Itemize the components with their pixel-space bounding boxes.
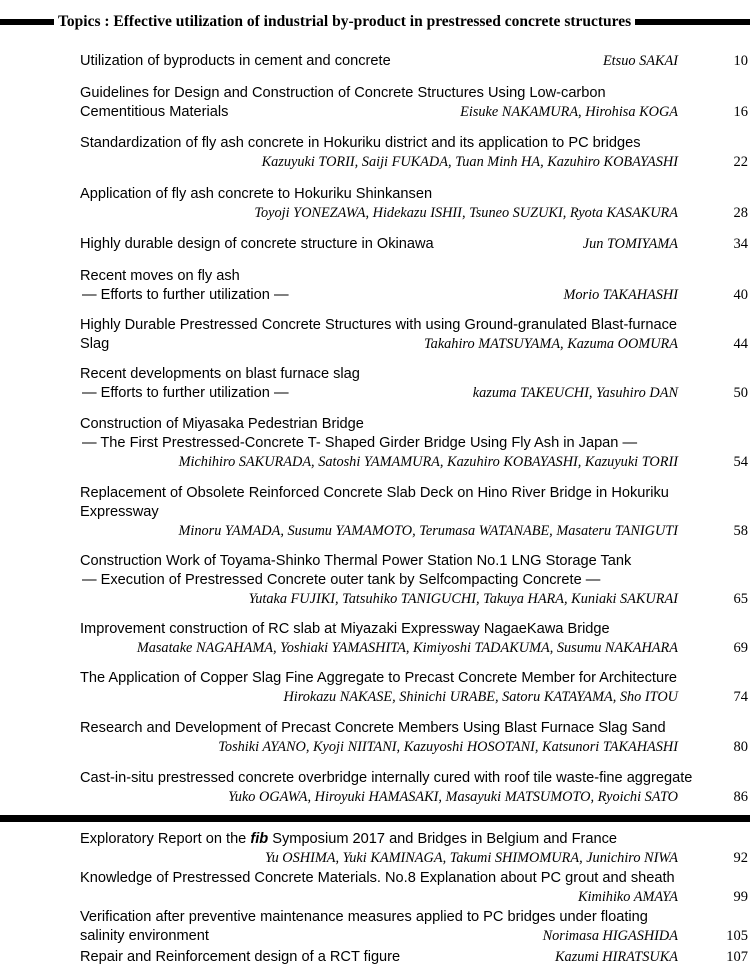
entry-title-line2: Expressway: [80, 504, 159, 520]
entry-authors: Yu OSHIMA, Yuki KAMINAGA, Takumi SHIMOMURA, Junichiro NIWA: [264, 850, 678, 866]
toc-entry[interactable]: [80, 134, 700, 174]
section-divider: [0, 815, 750, 822]
entry-page: 40: [733, 287, 748, 303]
entry-title-line2: Cementitious Materials: [80, 104, 229, 120]
entry-authors: Masatake NAGAHAMA, Yoshiaki YAMASHITA, Kimiyoshi TADAKUMA, Susumu NAKAHARA: [136, 640, 678, 656]
entry-page: 69: [733, 640, 748, 656]
entry-authors: Morio TAKAHASHI: [563, 287, 678, 303]
entry-title: Standardization of fly ash concrete in Hokuriku district and its application to PC bridges: [80, 135, 641, 151]
entry-title: Recent moves on fly ash: [80, 268, 240, 284]
entry-page: 92: [733, 850, 748, 866]
toc-entry[interactable]: [80, 84, 700, 124]
entry-title: Improvement construction of RC slab at Miyazaki Expressway NagaeKawa Bridge: [80, 621, 610, 637]
entry-title: Highly Durable Prestressed Concrete Structures with using Ground-granulated Blast-furnace: [80, 317, 678, 333]
entry-page: 107: [726, 949, 748, 965]
toc-entry[interactable]: [80, 908, 700, 946]
entry-title: Repair and Reinforcement design of a RCT figure: [80, 949, 401, 965]
entry-title: Verification after preventive maintenance measures applied to PC bridges under floating: [80, 909, 648, 925]
entry-page: 74: [733, 689, 748, 705]
entry-page: 44: [733, 336, 748, 352]
entry-title: Highly durable design of concrete structure in Okinawa: [80, 236, 434, 252]
entry-authors: Minoru YAMADA, Susumu YAMAMOTO, Terumasa WATANABE, Masateru TANIGUTI: [178, 523, 678, 539]
entry-page: 54: [733, 454, 748, 470]
entry-page: 58: [733, 523, 748, 539]
entry-authors: Yutaka FUJIKI, Tatsuhiko TANIGUCHI, Takuya HARA, Kuniaki SAKURAI: [248, 591, 678, 607]
entry-authors: Etsuo SAKAI: [602, 53, 678, 69]
toc-entry[interactable]: [80, 185, 700, 225]
toc-entry[interactable]: [80, 620, 700, 660]
entry-title: Utilization of byproducts in cement and concrete: [80, 53, 391, 69]
entry-title: Replacement of Obsolete Reinforced Concrete Slab Deck on Hino River Bridge in Hokuriku: [80, 485, 669, 501]
entry-authors: Toyoji YONEZAWA, Hidekazu ISHII, Tsuneo SUZUKI, Ryota KASAKURA: [254, 205, 678, 221]
entry-authors: Toshiki AYANO, Kyoji NIITANI, Kazuyoshi HOSOTANI, Katsunori TAKAHASHI: [218, 739, 678, 755]
entry-title-part: Symposium 2017 and Bridges in Belgium and France: [268, 831, 618, 847]
toc-entry[interactable]: [80, 869, 700, 909]
entry-subtitle: — Execution of Prestressed Concrete outer tank by Selfcompacting Concrete —: [82, 572, 601, 588]
toc-entry[interactable]: [80, 948, 700, 967]
entry-title-part: Exploratory Report on the: [80, 831, 251, 847]
entry-title-line2: salinity environment: [80, 928, 209, 944]
entry-title: Cast-in-situ prestressed concrete overbridge internally cured with roof tile waste-fine aggregate: [80, 770, 693, 786]
toc-entry[interactable]: [80, 552, 700, 612]
toc-entry[interactable]: [80, 267, 700, 307]
entry-title: The Application of Copper Slag Fine Aggregate to Precast Concrete Member for Architecture: [80, 670, 678, 686]
toc-entry[interactable]: [80, 316, 700, 356]
entry-title: Application of fly ash concrete to Hokuriku Shinkansen: [80, 186, 433, 202]
entry-title: Research and Development of Precast Concrete Members Using Blast Furnace Slag Sand: [80, 720, 666, 736]
entry-title: Construction Work of Toyama-Shinko Thermal Power Station No.1 LNG Storage Tank: [80, 553, 632, 569]
entry-title-line2: Slag: [80, 336, 110, 352]
entry-authors: Hirokazu NAKASE, Shinichi URABE, Satoru KATAYAMA, Sho ITOU: [283, 689, 678, 705]
entry-title: Recent developments on blast furnace slag: [80, 366, 360, 382]
entry-title: Knowledge of Prestressed Concrete Materials. No.8 Explanation about PC grout and sheath: [80, 870, 675, 886]
entry-authors: Kazumi HIRATSUKA: [555, 949, 678, 965]
entry-page: 65: [733, 591, 748, 607]
entry-page: 22: [733, 154, 748, 170]
entry-authors: kazuma TAKEUCHI, Yasuhiro DAN: [472, 385, 678, 401]
topic-heading: Topics : Effective utilization of industrial by-product in prestressed concrete structures: [54, 12, 635, 32]
entry-page: 34: [733, 236, 748, 252]
entry-page: 86: [733, 789, 748, 805]
toc-entry[interactable]: [80, 52, 700, 74]
entry-page: 10: [733, 53, 748, 69]
toc-entry[interactable]: [80, 669, 700, 709]
toc-entry[interactable]: [80, 719, 700, 759]
entry-page: 105: [726, 928, 748, 944]
toc-entry[interactable]: [80, 365, 700, 405]
entry-subtitle: — Efforts to further utilization —: [82, 287, 289, 303]
entry-page: 99: [733, 889, 748, 905]
toc-entry[interactable]: [80, 484, 700, 544]
entry-title: Guidelines for Design and Construction of Concrete Structures Using Low-carbon: [80, 85, 606, 101]
entry-authors: Eisuke NAKAMURA, Hirohisa KOGA: [460, 104, 678, 120]
entry-authors: Yuko OGAWA, Hiroyuki HAMASAKI, Masayuki MATSUMOTO, Ryoichi SATO: [228, 789, 678, 805]
toc-entry[interactable]: [80, 830, 700, 870]
entry-subtitle: — Efforts to further utilization —: [82, 385, 289, 401]
entry-page: 28: [733, 205, 748, 221]
entry-subtitle: — The First Prestressed-Concrete T- Shaped Girder Bridge Using Fly Ash in Japan —: [82, 435, 638, 451]
entry-authors: Jun TOMIYAMA: [582, 236, 678, 252]
entry-page: 80: [733, 739, 748, 755]
entry-authors: Kazuyuki TORII, Saiji FUKADA, Tuan Minh HA, Kazuhiro KOBAYASHI: [261, 154, 678, 170]
toc-entry[interactable]: [80, 415, 700, 475]
entry-page: 16: [733, 104, 748, 120]
entry-authors: Kimihiko AMAYA: [577, 889, 678, 905]
entry-authors: Takahiro MATSUYAMA, Kazuma OOMURA: [424, 336, 678, 352]
entry-title: [80, 830, 700, 849]
toc-entry[interactable]: [80, 769, 700, 809]
entry-title: Construction of Miyasaka Pedestrian Bridge: [80, 416, 364, 432]
entry-authors: Norimasa HIGASHIDA: [542, 928, 678, 944]
toc-entry[interactable]: [80, 235, 700, 257]
fib-abbrev: fib: [250, 831, 269, 847]
entry-page: 50: [733, 385, 748, 401]
entry-authors: Michihiro SAKURADA, Satoshi YAMAMURA, Kazuhiro KOBAYASHI, Kazuyuki TORII: [178, 454, 678, 470]
